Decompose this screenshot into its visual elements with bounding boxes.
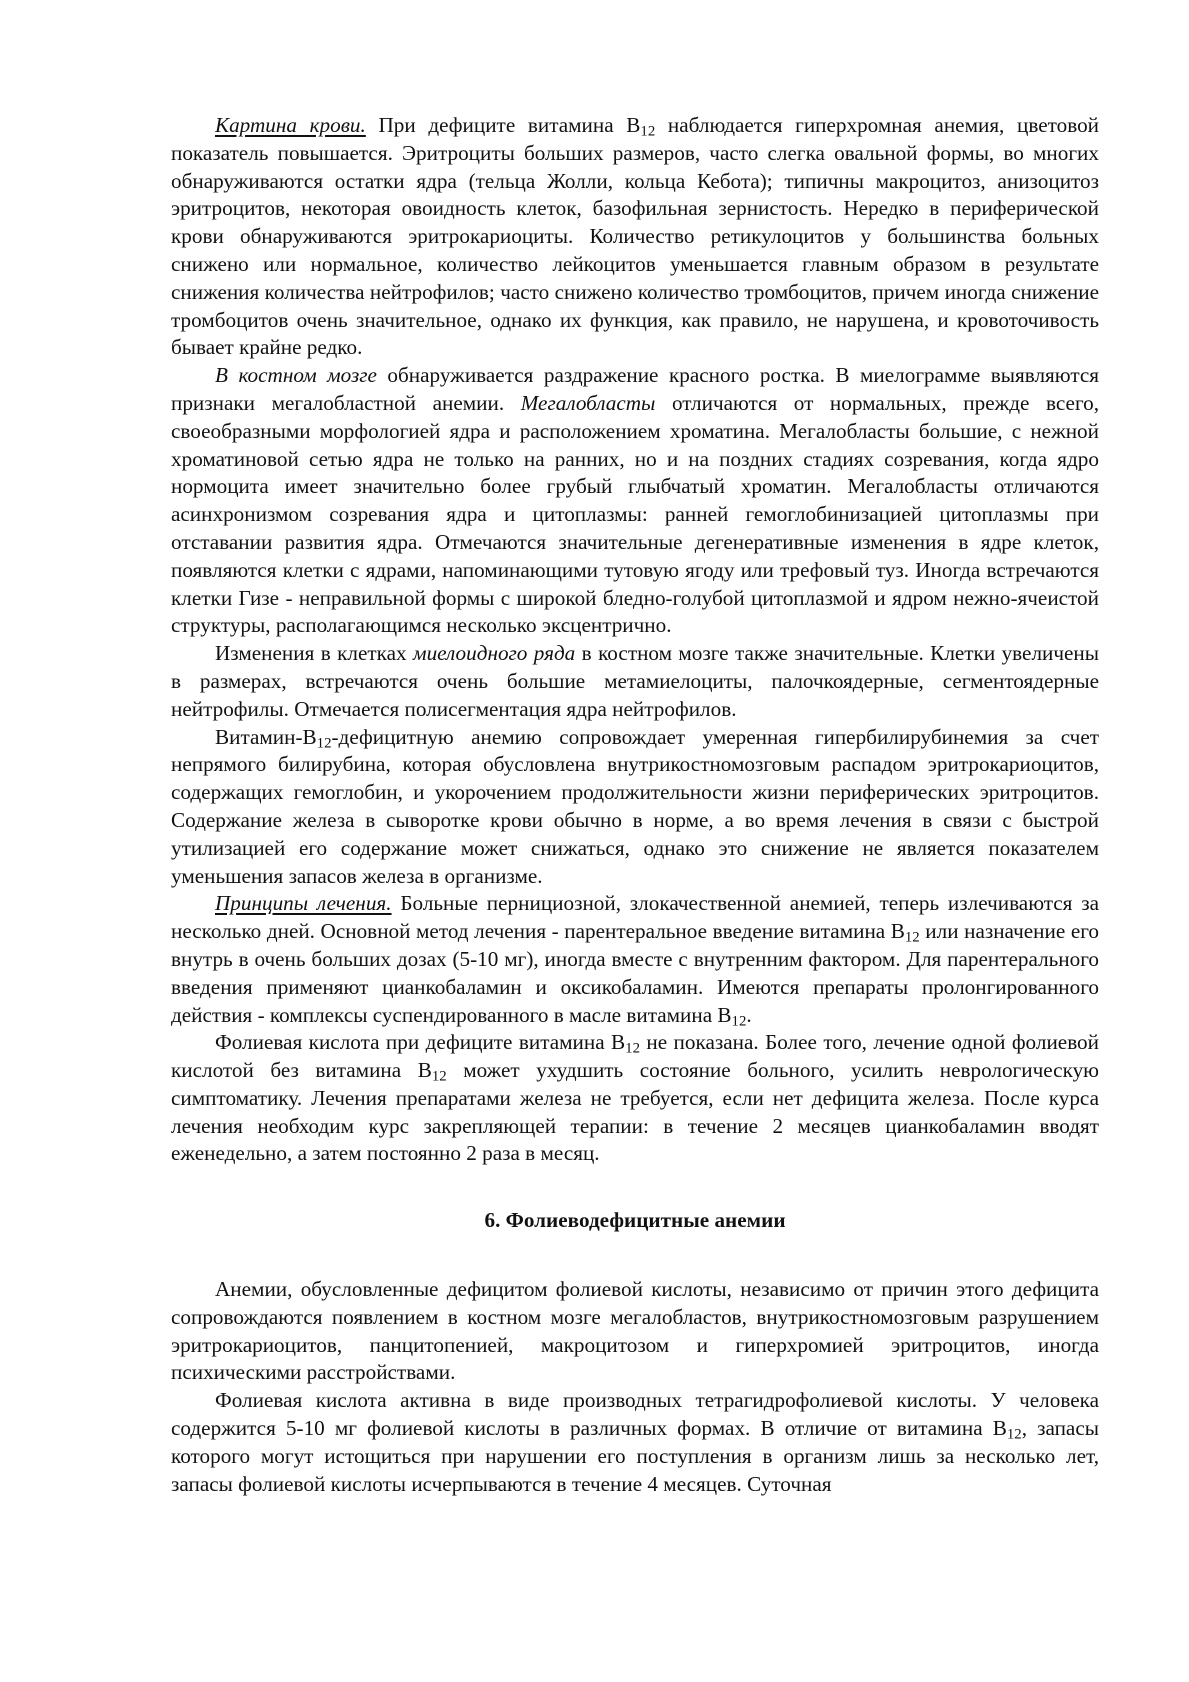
- section-title: 6. Фолиеводефицитные анемии: [484, 1208, 786, 1233]
- paragraph-folate-active: [171, 1387, 1099, 1498]
- text: При дефиците витамина В: [365, 113, 641, 137]
- paragraph-myeloid: [171, 640, 1099, 723]
- paragraph-bilirubin: [171, 724, 1099, 891]
- paragraph-blood-picture: [171, 112, 1099, 362]
- text: в костном мозге также значительные. Клетки увеличены в размерах, встречаются очень большие метамиелоциты, палочкоядерные, сегментоядерные нейтрофилы. Отмечается полисегментация ядра нейтрофилов.: [171, 641, 1099, 721]
- text: Больные пернициозной, злокачественной анемией, теперь излечиваются за несколько дней. Основной метод лечения - парентеральное введение витамина В: [171, 891, 1099, 944]
- text: или назначение его внутрь в очень больших дозах (5-10 мг), иногда вместе с внутренним фактором. Для парентерального введения применяют цианкобаламин и оксикобаламин. Имеются препараты пролонгированного действия - комплексы суспендированного в масле витамина В: [171, 919, 1099, 1027]
- paragraph-folic-note: [171, 1029, 1099, 1168]
- term-megaloblasts: Мегалобласты: [520, 390, 656, 415]
- text: отличаются от нормальных, прежде всего, своеобразными морфологией ядра и расположением хроматина. Мегалобласты большие, с нежной хроматиновой сетью ядра не только на ранних, но и на поздних стадиях созревания, когда ядро нормоцита имеет значительно более грубый глыбчатый хроматин. Мегалобласты отличаются асинхронизмом созревания ядра и цитоплазмы: ранней гемоглобинизацией цитоплазмы при отставании развития ядра. Отмечаются значительные дегенеративные изменения в ядре клеток, появляются клетки с ядрами, напоминающими тутовую ягоду или трефовый туз. Иногда встречаются клетки Гизе - неправильной формы с широкой бледно-голубой цитоплазмой и ядром нежно-ячеистой структуры, располагающимся несколько эксцентрично.: [171, 390, 1100, 638]
- subscript: 12: [731, 1013, 747, 1030]
- text: может ухудшить состояние больного, усилить неврологическую симптоматику. Лечения препаратами железа не требуется, если нет дефицита железа. После курса лечения необходим курс закрепляющей терапии: в течение 2 месяцев цианкобаламин вводят еженедельно, а затем постоянно 2 раза в месяц.: [171, 1058, 1099, 1166]
- paragraph-folate-anemia: [171, 1276, 1099, 1387]
- subscript: 12: [1006, 1426, 1022, 1443]
- subscript: 12: [316, 735, 332, 752]
- text: Анемии, обусловленные дефицитом фолиевой кислоты, независимо от причин этого дефицита сопровождаются появлением в костном мозге мегалобластов, внутрикостномозговым разрушением эритрокариоцитов, панцитопенией, макроцитозом и гиперхромией эритроцитов, иногда психическими расстройствами.: [171, 1277, 1099, 1385]
- text: Изменения в клетках: [215, 641, 414, 666]
- subscript: 12: [640, 123, 656, 140]
- document-page: [171, 112, 1099, 1498]
- text: , запасы которого могут истощиться при нарушении его поступления в организм лишь за несколько лет, запасы фолиевой кислоты исчерпываются в течение 4 месяцев. Суточная: [171, 1416, 1099, 1496]
- text: не показана. Более того, лечение одной фолиевой кислотой без витамина В: [171, 1030, 1099, 1083]
- paragraph-bone-marrow: [171, 362, 1099, 640]
- text: Витамин-В: [215, 724, 317, 749]
- text: Фолиевая кислота активна в виде производных тетрагидрофолиевой кислоты. У человека содержится 5-10 мг фолиевой кислоты в различных формах. В отличие от витамина В: [171, 1388, 1099, 1441]
- text: -дефицитную анемию сопровождает умеренная гипербилирубинемия за счет непрямого билирубина, которая обусловлена внутрикостномозговым распадом эритрокариоцитов, содержащих гемоглобин, и укорочением продолжительности жизни периферических эритроцитов. Содержание железа в сыворотке крови обычно в норме, а во время лечения в связи с быстрой утилизацией его содержание может снижаться, однако это снижение не является показателем уменьшения запасов железа в организме.: [171, 724, 1099, 888]
- text: наблюдается гиперхромная анемия, цветовой показатель повышается. Эритроциты больших размеров, часто слегка овальной формы, во многих обнаруживаются остатки ядра (тельца Жолли, кольца Кебота); типичны макроцитоз, анизоцитоз эритроцитов, некоторая овоидность клеток, базофильная зернистость. Нередко в периферической крови обнаруживаются эритрокариоциты. Количество ретикулоцитов у большинства больных снижено или нормальное, количество лейкоцитов уменьшается главным образом в результате снижения количества нейтрофилов; часто снижено количество тромбоцитов, причем иногда снижение тромбоцитов очень значительное, однако их функция, как правило, не нарушена, и кровоточивость бывает крайне редко.: [171, 113, 1099, 360]
- text: .: [746, 1002, 752, 1027]
- subscript: 12: [431, 1068, 447, 1085]
- paragraph-treatment: [171, 890, 1099, 1029]
- text: Фолиевая кислота при дефиците витамина В: [215, 1030, 626, 1055]
- term-bone-marrow: В костном мозге: [215, 363, 377, 388]
- heading-treatment: Принципы лечения.: [215, 891, 392, 916]
- text: обнаруживается раздражение красного ростка. В миелограмме выявляются признаки мегалобластной анемии.: [171, 363, 1099, 415]
- term-myeloid: миелоидного ряда: [413, 641, 576, 666]
- heading-blood-picture: Картина крови.: [215, 113, 366, 137]
- subscript: 12: [904, 929, 920, 946]
- subscript: 12: [625, 1041, 640, 1057]
